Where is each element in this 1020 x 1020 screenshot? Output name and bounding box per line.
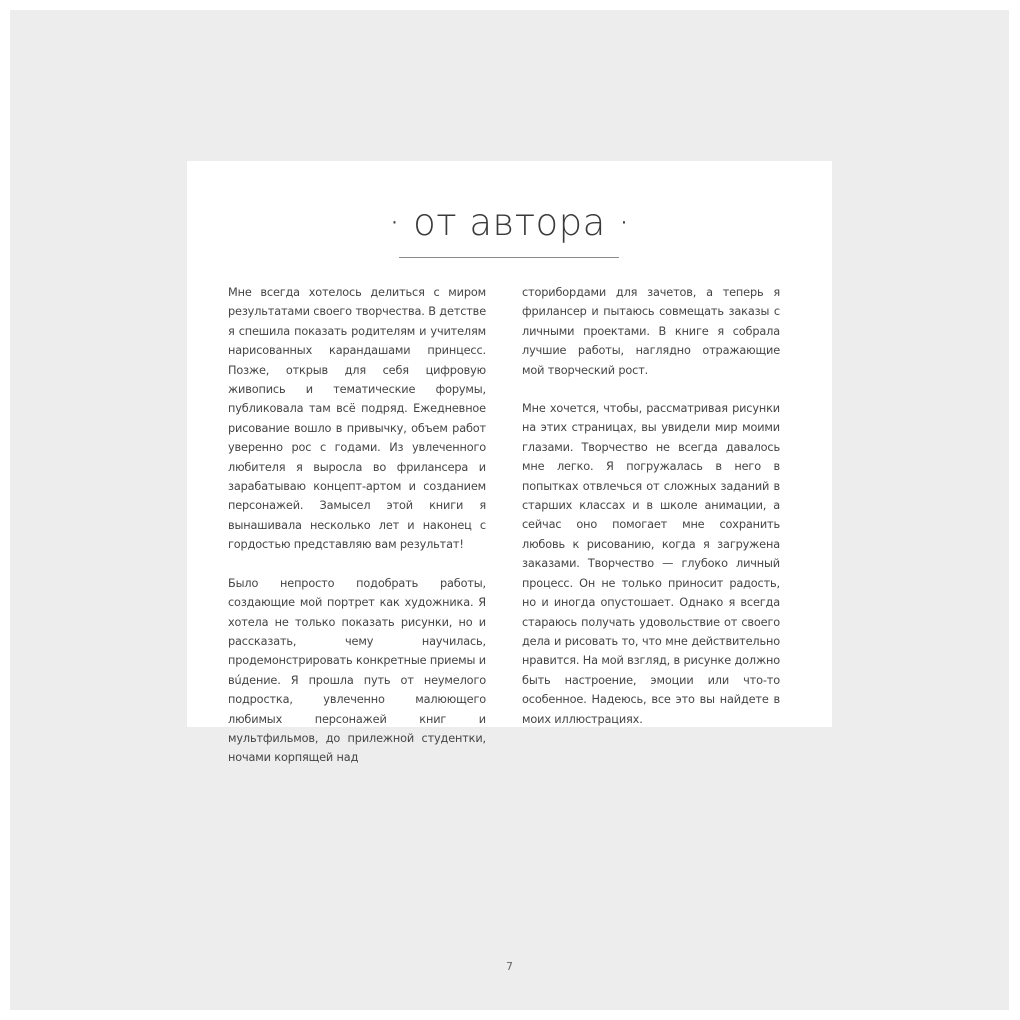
paragraph: Было непросто подобрать работы, создающие мой портрет как художника. Я хотела не только показать рисунки, но и рассказать, чему научилась, продемонстрировать конкретные приемы и вúдение. Я прошла путь от неумелого подростка, увлеченно малюющего любимых персонажей книг и мультфильмов, до прилежной студентки, ночами корпящей над [228,576,486,765]
paragraph: сторибордами для зачетов, а теперь я фрилансер и пытаюсь совмещать заказы с личными проектами. В книге я собрала лучшие работы, наглядно отражающие мой творческий рост. [522,286,780,377]
text-column-left [228,283,486,768]
paragraph: Мне хочется, чтобы, рассматривая рисунки на этих страницах, вы увидели мир моими глазами. Творчество не всегда давалось мне легко. Я погружалась в него в попытках отвлечься от сложных заданий в старших классах и в школе анимации, а сейчас оно помогает мне сохранить любовь к рисованию, когда я загружена заказами. Творчество — глубоко личный процесс. Он не только приносит радость, но и иногда опустошает. Однако я всегда стараюсь получать удовольствие от своего дела и рисовать то, что мне действительно нравится. На мой взгляд, в рисунке должно быть настроение, эмоции или что-то особенное. Надеюсь, все это вы найдете в моих иллюстрациях. [522,402,780,726]
page-title: · от автора · [388,201,631,244]
page-number: 7 [506,960,513,973]
text-panel [187,161,832,765]
paragraph: Мне всегда хотелось делиться с миром результатами своего творчества. В детстве я спешила показать родителям и учителям нарисованных карандашами принцесс. Позже, открыв для себя цифровую живопись и тематические форумы, публиковала там всё подряд. Ежедневное рисование вошло в привычку, объем работ уверенно рос с годами. Из увлеченного любителя я выросла во фрилансера и зарабатываю концепт-артом и созданием персонажей. Замысел этой книги я вынашивала несколько лет и наконец с гордостью представляю вам результат! [228,286,486,552]
title-underline [399,257,619,258]
text-column-right [522,283,780,729]
page [10,10,1009,1010]
